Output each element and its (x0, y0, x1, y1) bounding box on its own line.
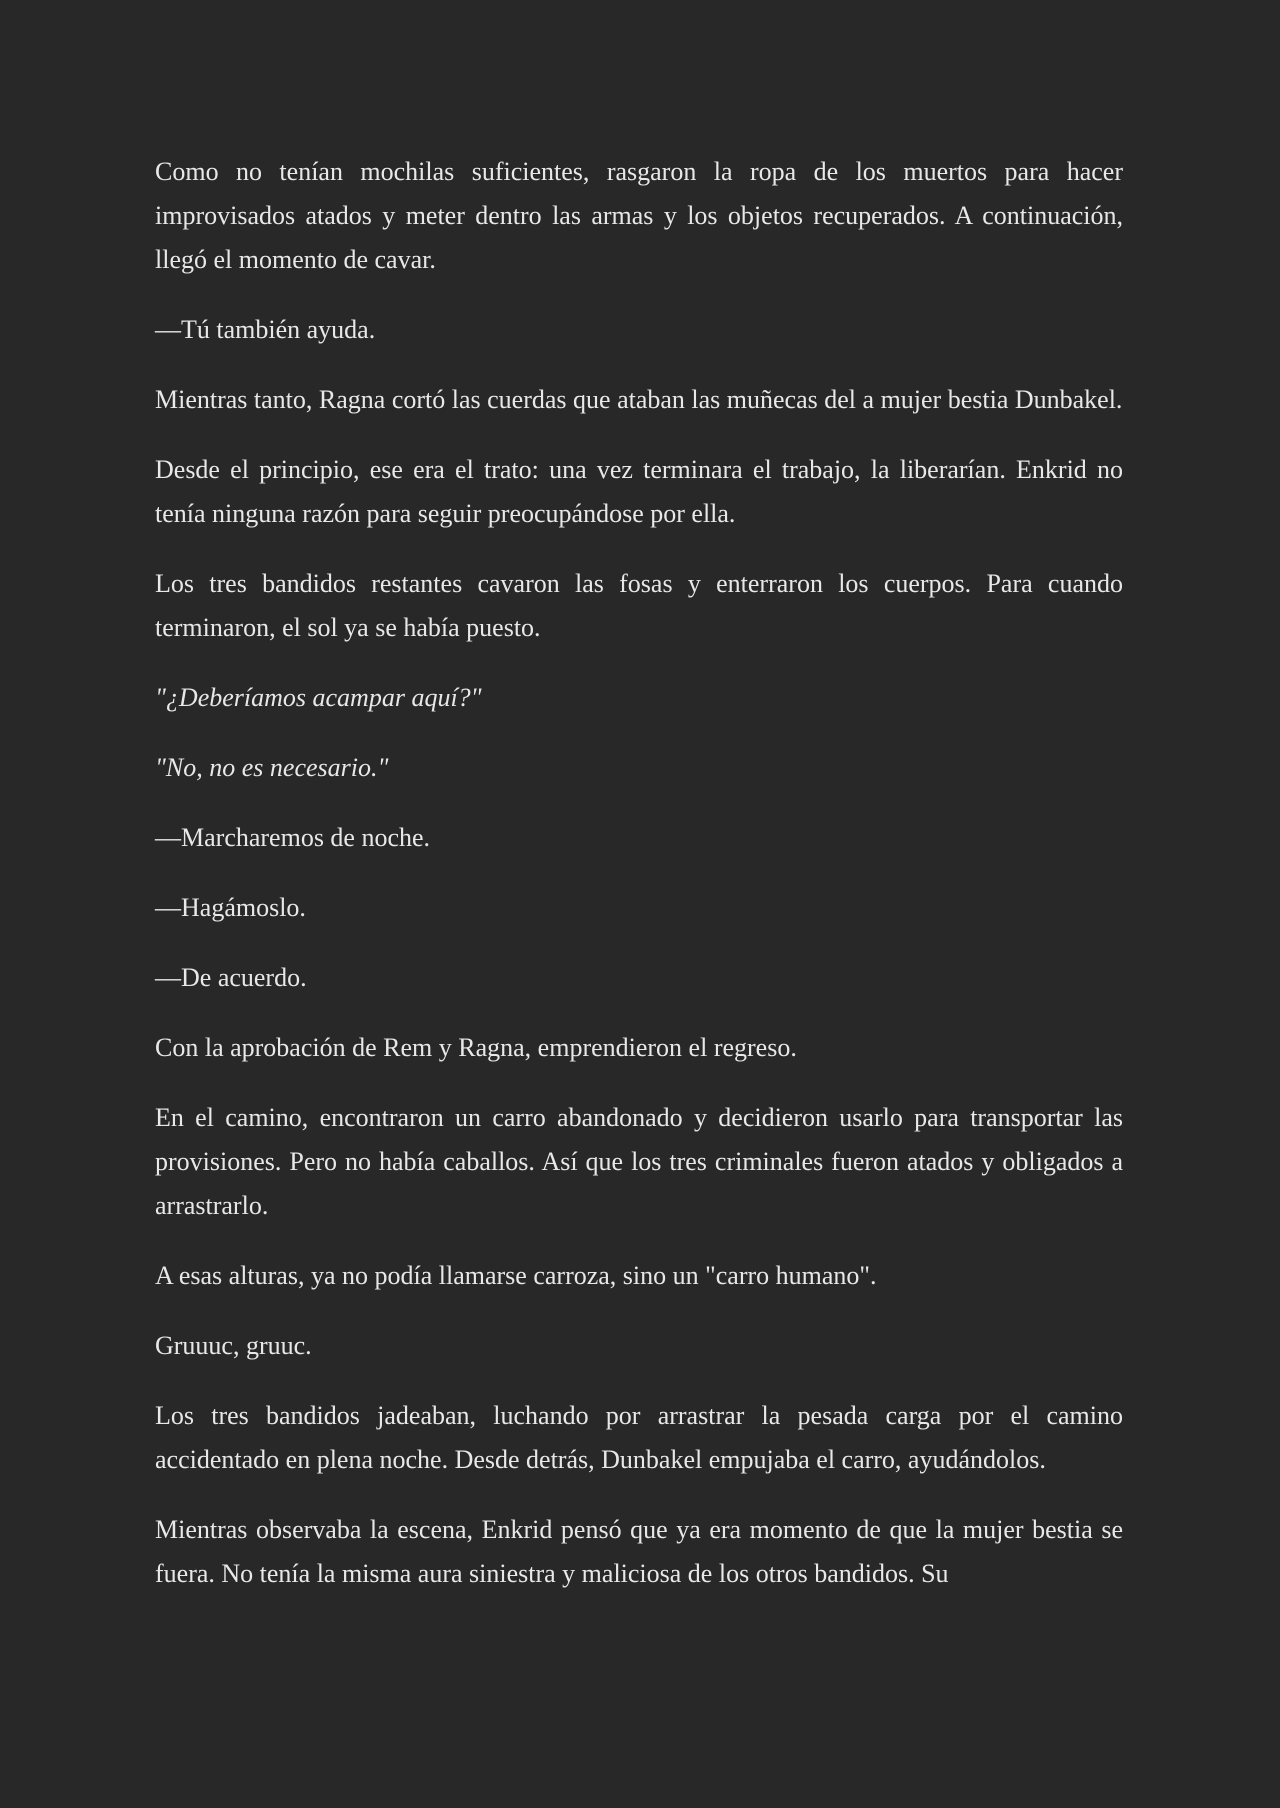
dialogue-line: —De acuerdo. (155, 963, 307, 992)
dialogue-line: —Marcharemos de noche. (155, 823, 431, 852)
dialogue-line: —Hagámoslo. (155, 893, 306, 922)
paragraph: Mientras tanto, Ragna cortó las cuerdas que ataban las muñecas del a mujer bestia Dunbakel. (155, 385, 1123, 414)
paragraph: Con la aprobación de Rem y Ragna, emprendieron el regreso. (155, 1033, 797, 1062)
paragraph: Como no tenían mochilas suficientes, rasgaron la ropa de los muertos para hacer improvisados atados y meter dentro las armas y los objetos recuperados. A continuación, llegó el momento de cavar. (155, 157, 1123, 274)
paragraph: Mientras observaba la escena, Enkrid pensó que ya era momento de que la mujer bestia se fuera. No tenía la misma aura siniestra y maliciosa de los otros bandidos. Su (155, 1515, 1123, 1588)
italic-dialogue-line: "No, no es necesario." (155, 753, 389, 782)
paragraph: Los tres bandidos restantes cavaron las fosas y enterraron los cuerpos. Para cuando terminaron, el sol ya se había puesto. (155, 569, 1123, 642)
reading-page (155, 150, 1123, 1622)
dialogue-line: —Tú también ayuda. (155, 315, 376, 344)
paragraph: Desde el principio, ese era el trato: una vez terminara el trabajo, la liberarían. Enkrid no tenía ninguna razón para seguir preocupándose por ella. (155, 455, 1123, 528)
paragraph: Gruuuc, gruuc. (155, 1331, 312, 1360)
paragraph: Los tres bandidos jadeaban, luchando por arrastrar la pesada carga por el camino accidentado en plena noche. Desde detrás, Dunbakel empujaba el carro, ayudándolos. (155, 1401, 1123, 1474)
italic-dialogue-line: "¿Deberíamos acampar aquí?" (155, 683, 482, 712)
paragraph: A esas alturas, ya no podía llamarse carroza, sino un "carro humano". (155, 1261, 877, 1290)
paragraph: En el camino, encontraron un carro abandonado y decidieron usarlo para transportar las provisiones. Pero no había caballos. Así que los tres criminales fueron atados y obligados a arrastrarlo. (155, 1103, 1123, 1220)
